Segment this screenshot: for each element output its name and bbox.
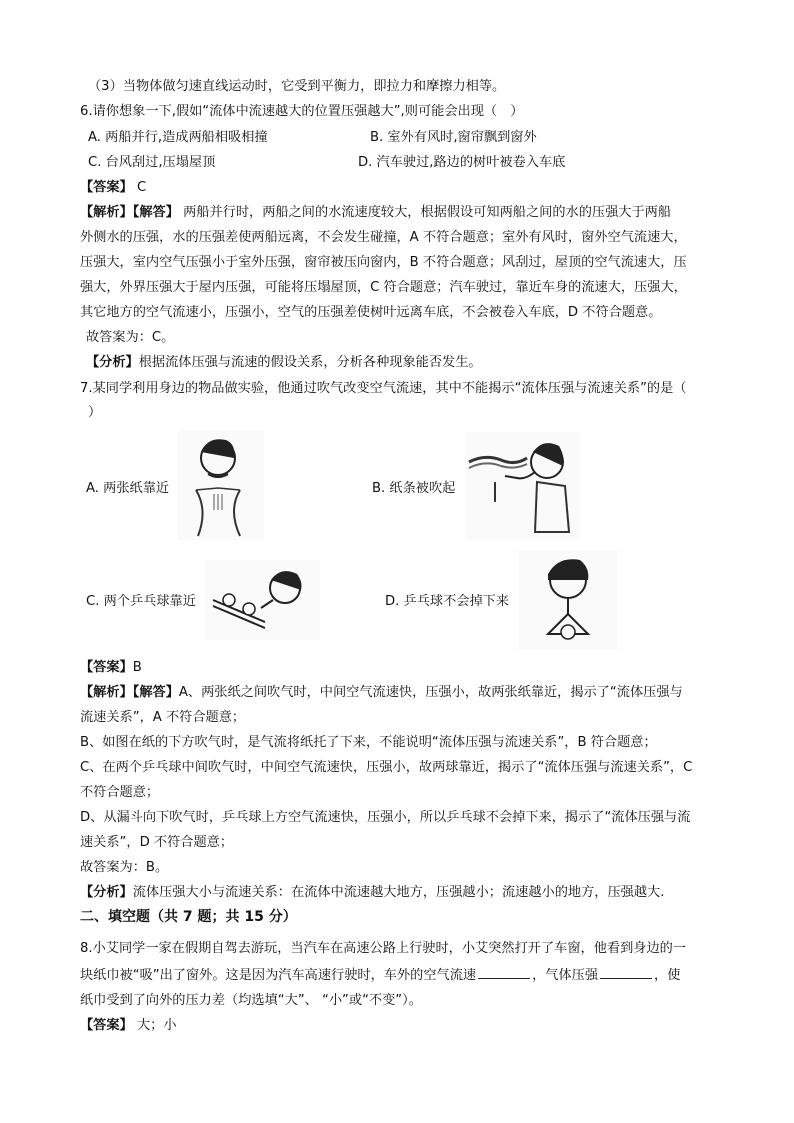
q6-stem: 6.请你想象一下,假如“流体中流速越大的位置压强越大”,则可能会出现（ ）	[80, 104, 524, 119]
q8-line1: 8.小艾同学一家在假期自驾去游玩，当汽车在高速公路上行驶时，小艾突然打开了车窗，他看到身边的一	[80, 941, 687, 956]
answer-value: B	[132, 660, 142, 675]
q6-option-d: D. 汽车驶过,路边的树叶被卷入车底	[358, 155, 566, 170]
fenxi-text: 根据流体压强与流速的假设关系，分析各种现象能否发生。	[138, 355, 482, 370]
q7-option-b: B. 纸条被吹起	[372, 481, 456, 496]
q7-stem-line2: ）	[88, 405, 102, 420]
fill-blank-1[interactable]	[478, 966, 530, 979]
analysis-label: 【解析】【解答】	[80, 205, 179, 220]
q5-analysis-line3: （3）当物体做匀速直线运动时，它受到平衡力，即拉力和摩擦力相等。	[88, 79, 506, 94]
q8-answer	[80, 1017, 177, 1035]
q8-text-b: ，气体压强	[532, 968, 599, 983]
q7-option-a: A. 两张纸靠近	[86, 481, 170, 496]
q7-analysis-line2: 流速关系”，A 不符合题意；	[80, 710, 246, 725]
analysis-text: 两船并行时，两船之间的水流速度较大，根据假设可知两船之间的水的压强大于两船	[183, 205, 672, 220]
section-title: 二、填空题（共 7 题；共 15 分）	[80, 909, 297, 925]
figure-two-ping-pong-balls	[205, 560, 320, 640]
q8-text-c: ，使	[654, 968, 681, 983]
q8-line3: 纸巾受到了向外的压力差（均选填“大”、 “小”或“不变”）。	[80, 993, 422, 1008]
q7-analysis-line4: C、在两个乒乓球中间吹气时，中间空气流速快，压强小，故两球靠近，揭示了“流体压强与流速关系”，C	[80, 760, 693, 775]
fill-blank-2[interactable]	[600, 966, 652, 979]
fenxi-text: 流体压强大小与流速关系：在流体中流速越大地方，压强越小；流速越小的地方，压强越大.	[132, 885, 665, 900]
q6-option-c: C. 台风刮过,压塌屋顶	[88, 155, 216, 170]
q6-option-a: A. 两船并行,造成两船相吸相撞	[88, 130, 268, 145]
q7-answer	[80, 659, 142, 677]
q7-stem-line1: 7.某同学利用身边的物品做实验，他通过吹气改变空气流速，其中不能揭示“流体压强与流速关系”的是（	[80, 381, 687, 396]
figure-paper-strip	[465, 432, 580, 540]
answer-label: 【答案】	[80, 660, 133, 675]
q7-conclusion: 故答案为：B。	[80, 860, 169, 875]
q7-fenxi	[80, 884, 664, 902]
q6-option-b: B. 室外有风时,窗帘飘到窗外	[370, 130, 537, 145]
q6-answer	[80, 179, 146, 197]
q8-line2	[80, 966, 680, 985]
analysis-label: 【解析】【解答】	[80, 685, 179, 700]
q7-analysis-line5: 不符合题意；	[80, 785, 160, 800]
q6-analysis-line5: 其它地方的空气流速小，压强小，空气的压强差使树叶远离车底，不会被卷入车底，D 不符合题意。	[80, 305, 662, 320]
q6-analysis-line1	[80, 204, 671, 222]
answer-value: C	[136, 180, 147, 195]
q7-option-c: C. 两个乒乓球靠近	[86, 594, 196, 609]
q7-option-d: D. 乒乓球不会掉下来	[385, 594, 510, 609]
q6-analysis-line3: 压强大，室内空气压强小于室外压强，窗帘被压向窗内，B 不符合题意；风刮过，屋顶的空气流速大，压	[80, 255, 687, 270]
q8-text-a: 块纸巾被“吸”出了窗外。这是因为汽车高速行驶时，车外的空气流速	[80, 968, 477, 983]
answer-label: 【答案】	[80, 1018, 133, 1033]
fenxi-label: 【分析】	[80, 885, 133, 900]
figure-two-papers	[178, 430, 264, 540]
q7-analysis-line7: 速关系”，D 不符合题意；	[80, 835, 234, 850]
figure-ping-pong-funnel	[518, 550, 618, 650]
q7-analysis-line6: D、从漏斗向下吹气时，乒乓球上方空气流速快，压强小，所以乒乓球不会掉下来，揭示了“流体压强与流	[80, 810, 691, 825]
q6-conclusion: 故答案为：C。	[86, 330, 175, 345]
q7-analysis-line1	[80, 684, 683, 702]
analysis-text: A、两张纸之间吹气时，中间空气流速快，压强小，故两张纸靠近，揭示了“流体压强与	[178, 685, 683, 700]
q7-analysis-line3: B、如图在纸的下方吹气时，是气流将纸托了下来，不能说明“流体压强与流速关系”，B 符合题意；	[80, 735, 657, 750]
q6-analysis-line4: 强大，外界压强大于屋内压强，可能将压塌屋顶，C 符合题意；汽车驶过，靠近车身的流速大，压强大，	[80, 280, 687, 295]
q6-fenxi	[86, 354, 482, 372]
q6-analysis-line2: 外侧水的压强，水的压强差使两船远离，不会发生碰撞，A 不符合题意；室外有风时，窗外空气流速大，	[80, 230, 687, 245]
answer-value: 大；小	[136, 1018, 177, 1033]
answer-label: 【答案】	[80, 180, 133, 195]
fenxi-label: 【分析】	[86, 355, 139, 370]
